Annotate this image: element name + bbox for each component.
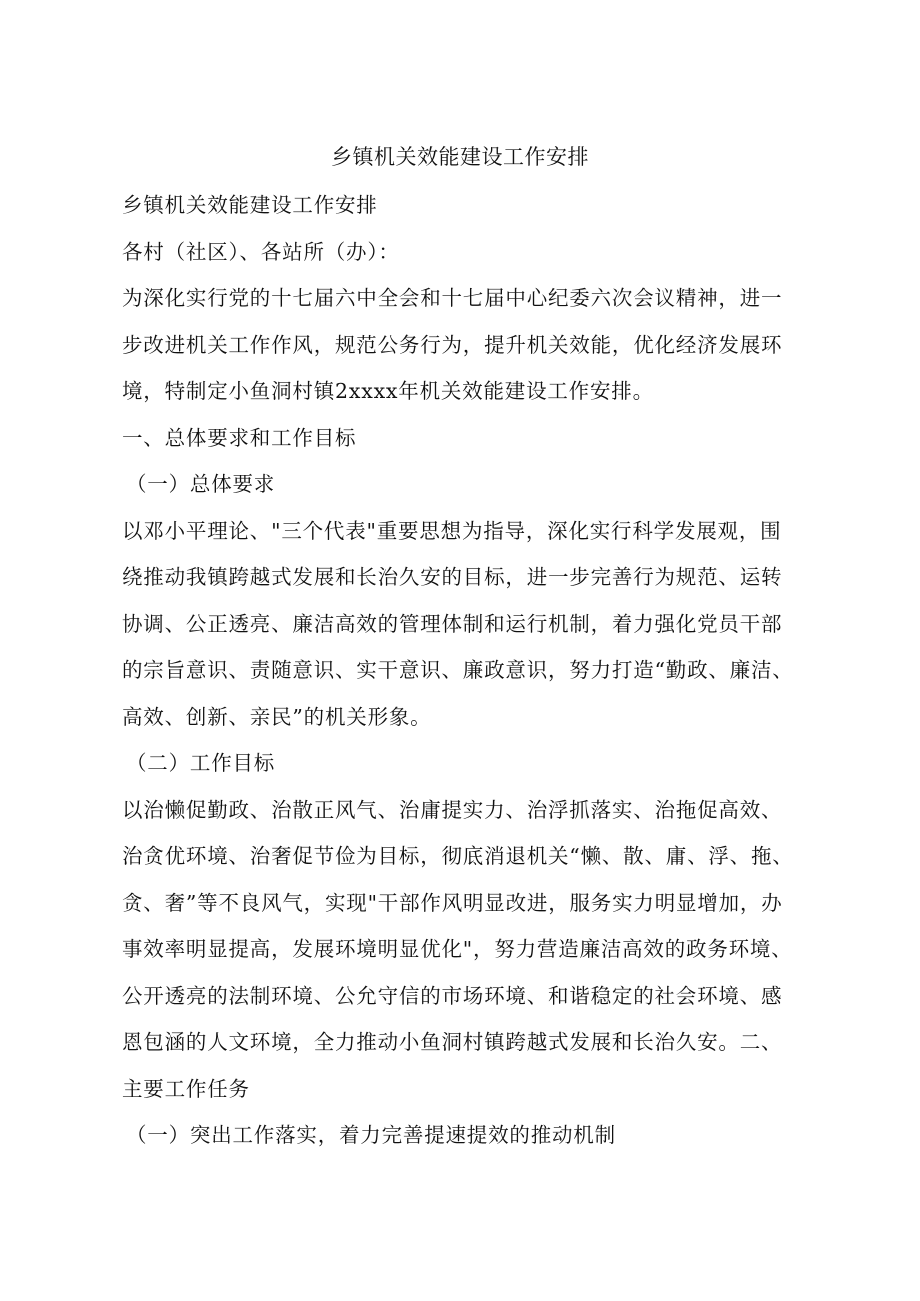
subsection-heading-3: （一）突出工作落实，着力完善提速提效的推动机制 — [126, 1123, 616, 1147]
intro-paragraph: 为深化实行党的十七届六中全会和十七届中心纪委六次会议精神，进一步改进机关工作作风，规范公务行为，提升机关效能，优化经济发展环境，特制定小鱼洞村镇2xxxx年机关效能建设工作安排。 — [122, 286, 783, 403]
objectives-paragraph: 以治懒促勤政、治散正风气、治庸提实力、治浮抓落实、治拖促高效、治贪优环境、治奢促节俭为目标，彻底消退机关“懒、散、庸、浮、拖、贪、奢”等不良风气，实现"干部作风明显改进，服务实力明显增加，办事效率明显提高，发展环境明显优化"，努力营造廉洁高效的政务环境、公开透亮的法制环境、公允守信的市场环境、和谐稳定的社会环境、感恩包涵的人文环境，全力推动小鱼洞村镇跨越式发展和长治久安。二、主要工作任务 — [122, 797, 794, 1101]
subtitle-paragraph: 乡镇机关效能建设工作安排 — [122, 193, 378, 217]
salutation-paragraph: 各村（社区）、各站所（办）： — [122, 239, 400, 264]
subsection-heading-1: （一）总体要求 — [126, 472, 276, 496]
requirements-paragraph: 以邓小平理论、"三个代表"重要思想为指导，深化实行科学发展观，围绕推动我镇跨越式发展和长治久安的目标，进一步完善行为规范、运转协调、公正透亮、廉洁高效的管理体制和运行机制，着力强化党员干部的宗旨意识、责随意识、实干意识、廉政意识，努力打造“勤政、廉洁、高效、创新、亲民”的机关形象。 — [122, 518, 794, 729]
subsection-heading-2: （二）工作目标 — [126, 751, 276, 775]
section-heading-1: 一、总体要求和工作目标 — [122, 425, 357, 450]
document-title: 乡镇机关效能建设工作安排 — [331, 145, 589, 169]
document-body — [122, 182, 802, 1159]
